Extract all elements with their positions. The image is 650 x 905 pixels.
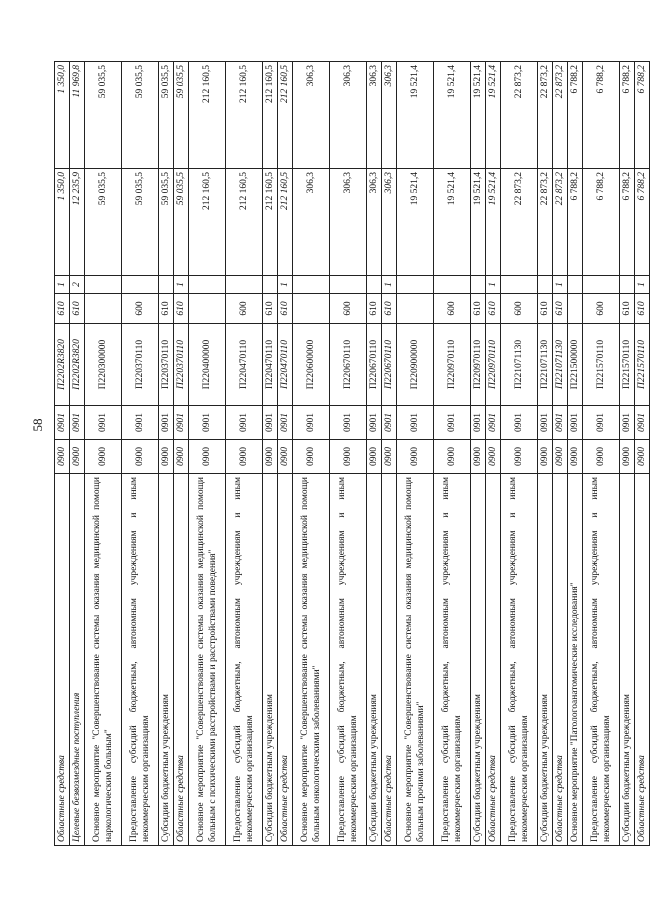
code-a-cell: 0900: [382, 440, 397, 474]
code-a-cell: 0900: [620, 440, 635, 474]
code-a-cell: 0900: [583, 440, 620, 474]
target-article-cell: П220300000: [85, 324, 122, 406]
table-row: [159, 62, 174, 846]
amount-1-cell: 59 035,5: [122, 169, 159, 276]
target-article-cell: П221570110: [620, 324, 635, 406]
code-b-cell: 0901: [583, 406, 620, 440]
source-code-cell: [122, 276, 159, 294]
row-name-cell: Предоставление субсидий бюджетным, автономным учреждениям и иным некоммерческим организациям: [122, 474, 159, 846]
row-name-cell: Областные средства: [55, 474, 70, 846]
target-article-cell: П220470110: [278, 324, 293, 406]
source-code-cell: [293, 276, 330, 294]
amount-1-cell: 212 160,5: [226, 169, 263, 276]
expense-type-cell: 610: [553, 294, 568, 324]
source-code-cell: [159, 276, 174, 294]
source-code-cell: [85, 276, 122, 294]
table-row: [583, 62, 620, 846]
table-row: [471, 62, 486, 846]
amount-1-cell: 6 788,2: [583, 169, 620, 276]
expense-type-cell: [397, 294, 434, 324]
target-article-cell: П220670110: [382, 324, 397, 406]
code-b-cell: 0901: [471, 406, 486, 440]
amount-1-cell: 59 035,5: [85, 169, 122, 276]
code-b-cell: 0901: [55, 406, 70, 440]
amount-1-cell: 306,3: [330, 169, 367, 276]
amount-2-cell: 1 350,0: [55, 62, 70, 169]
amount-2-cell: 6 788,2: [568, 62, 583, 169]
expense-type-cell: 610: [70, 294, 85, 324]
row-name-cell: Предоставление субсидий бюджетным, автономным учреждениям и иным некоммерческим организациям: [583, 474, 620, 846]
expense-type-cell: 600: [583, 294, 620, 324]
amount-2-cell: 6 788,2: [620, 62, 635, 169]
source-code-cell: [367, 276, 382, 294]
expense-type-cell: 610: [159, 294, 174, 324]
expense-type-cell: 610: [263, 294, 278, 324]
target-article-cell: П2202R3820: [70, 324, 85, 406]
code-a-cell: 0900: [397, 440, 434, 474]
target-article-cell: П220970110: [434, 324, 471, 406]
code-b-cell: 0901: [174, 406, 189, 440]
amount-1-cell: 1 350,0: [55, 169, 70, 276]
amount-1-cell: 306,3: [382, 169, 397, 276]
table-row: [382, 62, 397, 846]
row-name-cell: Целевые безвозмездные поступления: [70, 474, 85, 846]
code-b-cell: 0901: [620, 406, 635, 440]
code-b-cell: 0901: [122, 406, 159, 440]
amount-1-cell: 306,3: [293, 169, 330, 276]
table-row: [501, 62, 538, 846]
code-b-cell: 0901: [226, 406, 263, 440]
amount-2-cell: 212 160,5: [189, 62, 226, 169]
target-article-cell: П220400000: [189, 324, 226, 406]
target-article-cell: П221071130: [553, 324, 568, 406]
source-code-cell: [538, 276, 553, 294]
row-name-cell: Субсидии бюджетным учреждениям: [367, 474, 382, 846]
row-name-cell: Основное мероприятие "Совершенствование системы оказания медицинской помощи больным с психическими расстройствами и расстройствами поведения": [189, 474, 226, 846]
row-name-cell: Предоставление субсидий бюджетным, автономным учреждениям и иным некоммерческим организациям: [330, 474, 367, 846]
amount-2-cell: 22 873,2: [501, 62, 538, 169]
code-a-cell: 0900: [174, 440, 189, 474]
amount-1-cell: 12 235,9: [70, 169, 85, 276]
row-name-cell: Основное мероприятие "Совершенствование системы оказания медицинской помощи больным прочими заболеваниями": [397, 474, 434, 846]
table-row: [278, 62, 293, 846]
amount-1-cell: 6 788,2: [568, 169, 583, 276]
amount-2-cell: 11 969,8: [70, 62, 85, 169]
target-article-cell: П220970110: [486, 324, 501, 406]
amount-2-cell: 212 160,5: [278, 62, 293, 169]
code-b-cell: 0901: [501, 406, 538, 440]
target-article-cell: П220600000: [293, 324, 330, 406]
source-code-cell: 1: [278, 276, 293, 294]
table-row: [55, 62, 70, 846]
amount-1-cell: 6 788,2: [620, 169, 635, 276]
table-row: [620, 62, 635, 846]
target-article-cell: П220970110: [471, 324, 486, 406]
amount-2-cell: 306,3: [293, 62, 330, 169]
row-name-cell: Основное мероприятие "Патологоанатомические исследования": [568, 474, 583, 846]
amount-1-cell: 306,3: [367, 169, 382, 276]
expense-type-cell: 610: [367, 294, 382, 324]
expense-type-cell: 610: [382, 294, 397, 324]
expense-type-cell: 610: [486, 294, 501, 324]
amount-1-cell: 59 035,5: [159, 169, 174, 276]
amount-2-cell: 306,3: [330, 62, 367, 169]
table-row: [486, 62, 501, 846]
expense-type-cell: 600: [501, 294, 538, 324]
code-b-cell: 0901: [486, 406, 501, 440]
code-b-cell: 0901: [189, 406, 226, 440]
code-a-cell: 0900: [501, 440, 538, 474]
amount-2-cell: 59 035,5: [174, 62, 189, 169]
expense-type-cell: [189, 294, 226, 324]
row-name-cell: Областные средства: [553, 474, 568, 846]
row-name-cell: Субсидии бюджетным учреждениям: [538, 474, 553, 846]
table-row: [70, 62, 85, 846]
code-b-cell: 0901: [70, 406, 85, 440]
source-code-cell: [226, 276, 263, 294]
table-row: [85, 62, 122, 846]
expense-type-cell: 610: [635, 294, 650, 324]
code-a-cell: 0900: [330, 440, 367, 474]
target-article-cell: П220470110: [226, 324, 263, 406]
amount-1-cell: 212 160,5: [189, 169, 226, 276]
table-body: [55, 62, 650, 846]
code-b-cell: 0901: [434, 406, 471, 440]
code-b-cell: 0901: [278, 406, 293, 440]
source-code-cell: [397, 276, 434, 294]
amount-1-cell: 19 521,4: [434, 169, 471, 276]
code-b-cell: 0901: [635, 406, 650, 440]
code-a-cell: 0900: [486, 440, 501, 474]
table-row: [397, 62, 434, 846]
amount-1-cell: 22 873,2: [501, 169, 538, 276]
amount-1-cell: 22 873,2: [553, 169, 568, 276]
amount-2-cell: 22 873,2: [553, 62, 568, 169]
target-article-cell: П220370110: [159, 324, 174, 406]
table-row: [538, 62, 553, 846]
expense-type-cell: 610: [471, 294, 486, 324]
code-a-cell: 0900: [367, 440, 382, 474]
code-a-cell: 0900: [538, 440, 553, 474]
expense-type-cell: 600: [330, 294, 367, 324]
table-row: [189, 62, 226, 846]
target-article-cell: П220900000: [397, 324, 434, 406]
source-code-cell: [263, 276, 278, 294]
row-name-cell: Областные средства: [486, 474, 501, 846]
amount-2-cell: 19 521,4: [434, 62, 471, 169]
amount-2-cell: 19 521,4: [397, 62, 434, 169]
source-code-cell: [620, 276, 635, 294]
row-name-cell: Субсидии бюджетным учреждениям: [263, 474, 278, 846]
amount-1-cell: 22 873,2: [538, 169, 553, 276]
target-article-cell: П221500000: [568, 324, 583, 406]
table-row: [553, 62, 568, 846]
code-b-cell: 0901: [85, 406, 122, 440]
code-b-cell: 0901: [382, 406, 397, 440]
budget-table: [54, 61, 650, 846]
source-code-cell: 1: [635, 276, 650, 294]
amount-1-cell: 212 160,5: [263, 169, 278, 276]
expense-type-cell: 610: [174, 294, 189, 324]
row-name-cell: Областные средства: [278, 474, 293, 846]
expense-type-cell: 610: [620, 294, 635, 324]
code-a-cell: 0900: [293, 440, 330, 474]
code-b-cell: 0901: [397, 406, 434, 440]
code-b-cell: 0901: [568, 406, 583, 440]
row-name-cell: Предоставление субсидий бюджетным, автономным учреждениям и иным некоммерческим организациям: [501, 474, 538, 846]
code-b-cell: 0901: [538, 406, 553, 440]
source-code-cell: 1: [55, 276, 70, 294]
code-a-cell: 0900: [70, 440, 85, 474]
row-name-cell: Субсидии бюджетным учреждениям: [620, 474, 635, 846]
amount-2-cell: 22 873,2: [538, 62, 553, 169]
target-article-cell: П220370110: [122, 324, 159, 406]
code-a-cell: 0900: [159, 440, 174, 474]
code-b-cell: 0901: [330, 406, 367, 440]
code-a-cell: 0900: [263, 440, 278, 474]
source-code-cell: [568, 276, 583, 294]
code-b-cell: 0901: [263, 406, 278, 440]
amount-1-cell: 59 035,5: [174, 169, 189, 276]
target-article-cell: П220370110: [174, 324, 189, 406]
code-b-cell: 0901: [367, 406, 382, 440]
page-number: 58: [30, 418, 45, 432]
code-a-cell: 0900: [635, 440, 650, 474]
source-code-cell: [434, 276, 471, 294]
expense-type-cell: [568, 294, 583, 324]
row-name-cell: Предоставление субсидий бюджетным, автономным учреждениям и иным некоммерческим организациям: [226, 474, 263, 846]
source-code-cell: [583, 276, 620, 294]
code-a-cell: 0900: [85, 440, 122, 474]
table-row: [263, 62, 278, 846]
row-name-cell: Основное мероприятие "Совершенствование системы оказания медицинской помощи наркологическим больным": [85, 474, 122, 846]
code-a-cell: 0900: [278, 440, 293, 474]
row-name-cell: Предоставление субсидий бюджетным, автономным учреждениям и иным некоммерческим организациям: [434, 474, 471, 846]
expense-type-cell: [85, 294, 122, 324]
amount-2-cell: 59 035,5: [159, 62, 174, 169]
table-row: [122, 62, 159, 846]
target-article-cell: П221071130: [501, 324, 538, 406]
table-row: [568, 62, 583, 846]
amount-1-cell: 19 521,4: [486, 169, 501, 276]
amount-2-cell: 212 160,5: [263, 62, 278, 169]
row-name-cell: Субсидии бюджетным учреждениям: [471, 474, 486, 846]
row-name-cell: Основное мероприятие "Совершенствование системы оказания медицинской помощи больным онкологическими заболеваниями": [293, 474, 330, 846]
source-code-cell: 1: [486, 276, 501, 294]
target-article-cell: П220470110: [263, 324, 278, 406]
target-article-cell: П220670110: [330, 324, 367, 406]
row-name-cell: Областные средства: [174, 474, 189, 846]
code-a-cell: 0900: [226, 440, 263, 474]
source-code-cell: 1: [174, 276, 189, 294]
expense-type-cell: 600: [122, 294, 159, 324]
amount-2-cell: 306,3: [367, 62, 382, 169]
target-article-cell: П221071130: [538, 324, 553, 406]
source-code-cell: 2: [70, 276, 85, 294]
table-row: [367, 62, 382, 846]
amount-2-cell: 212 160,5: [226, 62, 263, 169]
amount-2-cell: 6 788,2: [635, 62, 650, 169]
source-code-cell: [501, 276, 538, 294]
code-a-cell: 0900: [553, 440, 568, 474]
amount-2-cell: 6 788,2: [583, 62, 620, 169]
amount-1-cell: 6 788,2: [635, 169, 650, 276]
table-row: [330, 62, 367, 846]
expense-type-cell: 610: [55, 294, 70, 324]
expense-type-cell: [293, 294, 330, 324]
row-name-cell: Областные средства: [382, 474, 397, 846]
amount-1-cell: 212 160,5: [278, 169, 293, 276]
amount-2-cell: 19 521,4: [471, 62, 486, 169]
code-b-cell: 0901: [159, 406, 174, 440]
amount-1-cell: 19 521,4: [471, 169, 486, 276]
source-code-cell: [189, 276, 226, 294]
table-row: [635, 62, 650, 846]
amount-2-cell: 19 521,4: [486, 62, 501, 169]
row-name-cell: Областные средства: [635, 474, 650, 846]
table-row: [174, 62, 189, 846]
amount-2-cell: 59 035,5: [122, 62, 159, 169]
code-b-cell: 0901: [553, 406, 568, 440]
table-row: [434, 62, 471, 846]
source-code-cell: [330, 276, 367, 294]
target-article-cell: П221570110: [635, 324, 650, 406]
source-code-cell: 1: [553, 276, 568, 294]
code-a-cell: 0900: [434, 440, 471, 474]
source-code-cell: 1: [382, 276, 397, 294]
target-article-cell: П220670110: [367, 324, 382, 406]
expense-type-cell: 610: [278, 294, 293, 324]
code-a-cell: 0900: [568, 440, 583, 474]
expense-type-cell: 600: [434, 294, 471, 324]
amount-2-cell: 59 035,5: [85, 62, 122, 169]
code-a-cell: 0900: [471, 440, 486, 474]
code-a-cell: 0900: [55, 440, 70, 474]
amount-2-cell: 306,3: [382, 62, 397, 169]
table-row: [293, 62, 330, 846]
target-article-cell: П221570110: [583, 324, 620, 406]
rotated-page-content: [54, 62, 647, 846]
code-a-cell: 0900: [189, 440, 226, 474]
source-code-cell: [471, 276, 486, 294]
amount-1-cell: 19 521,4: [397, 169, 434, 276]
table-row: [226, 62, 263, 846]
expense-type-cell: 600: [226, 294, 263, 324]
row-name-cell: Субсидии бюджетным учреждениям: [159, 474, 174, 846]
expense-type-cell: 610: [538, 294, 553, 324]
target-article-cell: П2202R3820: [55, 324, 70, 406]
code-a-cell: 0900: [122, 440, 159, 474]
code-b-cell: 0901: [293, 406, 330, 440]
